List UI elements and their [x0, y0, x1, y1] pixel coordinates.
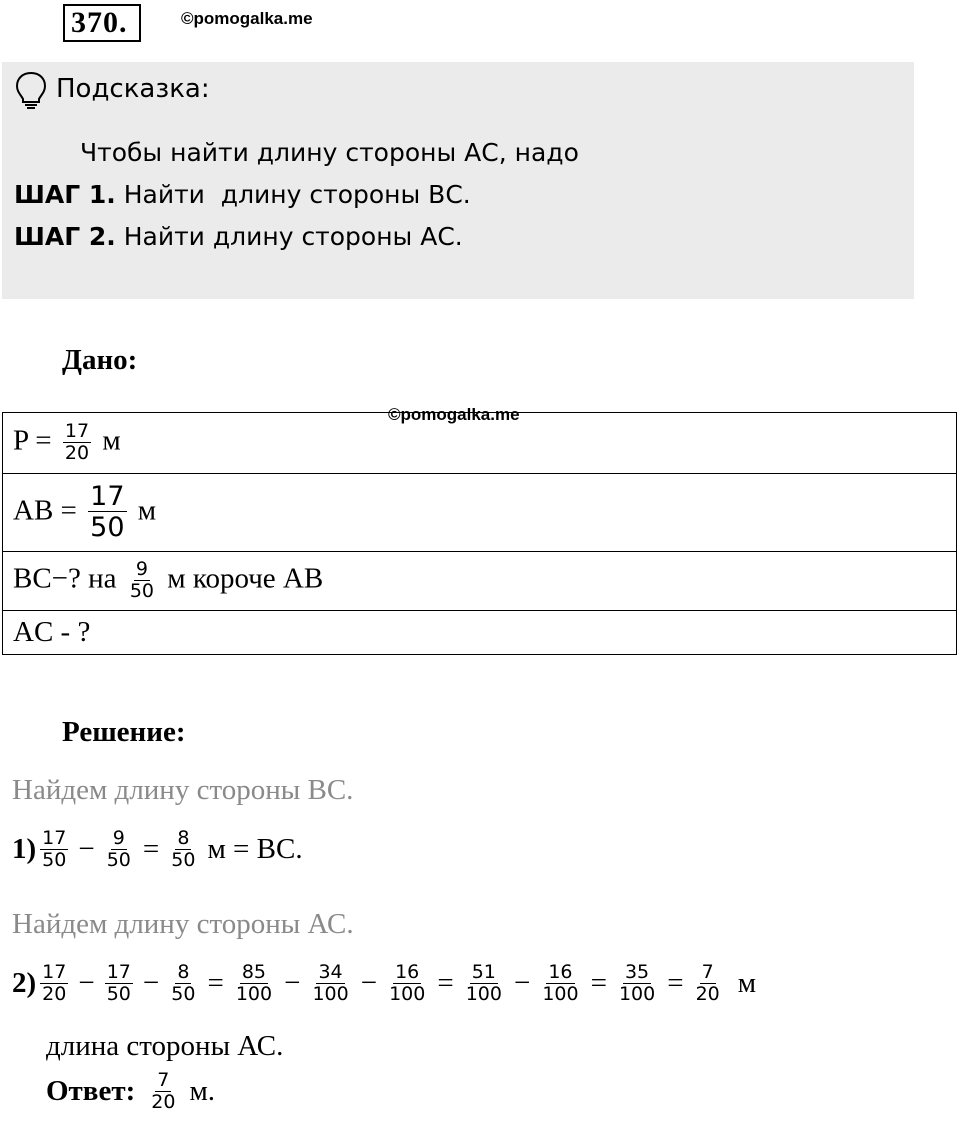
fraction: $\frac{7}{20}$: [151, 1069, 176, 1113]
hint-step-text: Найти длину стороны АС.: [123, 222, 463, 251]
fraction: $\frac{34}{100}$: [312, 961, 349, 1005]
step-tail: м = BC.: [207, 833, 303, 866]
fraction: $\frac{35}{100}$: [618, 961, 656, 1005]
minus-sign: −: [78, 967, 95, 1000]
unit: м: [167, 562, 186, 595]
unit: м: [102, 424, 121, 457]
equals-sign: =: [590, 967, 607, 1000]
hint-intro: Чтобы найти длину стороны АС, надо: [80, 138, 579, 167]
fraction: $\frac{17}{20}$: [64, 420, 90, 465]
minus-sign: −: [78, 833, 95, 866]
unit: м: [137, 494, 157, 527]
fraction: $\frac{8}{50}$: [171, 827, 196, 871]
equals-sign: =: [667, 967, 684, 1000]
equals-sign: =: [207, 967, 224, 1000]
problem-number: 370.: [63, 4, 141, 42]
hint-step-2: [14, 222, 463, 251]
minus-sign: −: [360, 967, 378, 1000]
fraction: $\frac{9}{50}$: [106, 827, 131, 871]
unit: м.: [189, 1075, 216, 1108]
given-title: Дано:: [62, 344, 138, 376]
solution-note-2: Найдем длину стороны АС.: [12, 908, 354, 940]
given-question: AC - ?: [13, 616, 91, 648]
given-row: [3, 552, 957, 611]
fraction: $\frac{17}{20}$: [42, 961, 67, 1005]
hint-step-text: Найти длину стороны ВС.: [123, 180, 471, 209]
fraction: $\frac{17}{50}$: [42, 827, 67, 871]
watermark: ©pomogalka.me: [388, 405, 520, 424]
hint-step-label: ШАГ 1.: [14, 180, 116, 209]
hint-title: Подсказка:: [56, 74, 210, 104]
hint-step-1: [14, 180, 471, 209]
fraction: $\frac{85}{100}$: [235, 961, 273, 1005]
given-label: AB =: [13, 494, 77, 527]
minus-sign: −: [142, 967, 160, 1000]
step-label: 2): [12, 967, 37, 1000]
unit: м: [737, 967, 757, 1000]
given-label: P =: [13, 424, 52, 457]
fraction: $\frac{17}{50}$: [90, 480, 125, 544]
solution-title: Решение:: [62, 716, 186, 748]
solution-step-1: [12, 828, 303, 872]
lightbulb-icon: [14, 70, 48, 110]
minus-sign: −: [284, 967, 301, 1000]
fraction: $\frac{16}{100}$: [389, 961, 426, 1005]
step-2-line-2: длина стороны АС.: [46, 1030, 284, 1062]
given-suffix: короче AB: [192, 562, 324, 595]
solution-note-1: Найдем длину стороны ВС.: [12, 774, 354, 806]
answer-label: Ответ:: [46, 1075, 136, 1108]
hint-step-label: ШАГ 2.: [14, 222, 116, 251]
equals-sign: =: [142, 833, 160, 866]
watermark: ©pomogalka.me: [181, 9, 313, 28]
solution-step-2: [12, 962, 756, 1006]
minus-sign: −: [513, 967, 531, 1000]
fraction: $\frac{51}{100}$: [465, 961, 502, 1005]
fraction: $\frac{17}{50}$: [106, 961, 131, 1005]
fraction: $\frac{9}{50}$: [129, 558, 154, 603]
given-row: [3, 611, 957, 655]
fraction: $\frac{16}{100}$: [542, 961, 579, 1005]
given-label: BC−? на: [13, 562, 117, 595]
given-table: [2, 412, 957, 655]
fraction: $\frac{7}{20}$: [695, 961, 720, 1005]
step-label: 1): [12, 833, 37, 866]
fraction: $\frac{8}{50}$: [171, 961, 196, 1005]
answer: [46, 1070, 215, 1114]
given-row: [3, 474, 957, 552]
equals-sign: =: [437, 967, 454, 1000]
